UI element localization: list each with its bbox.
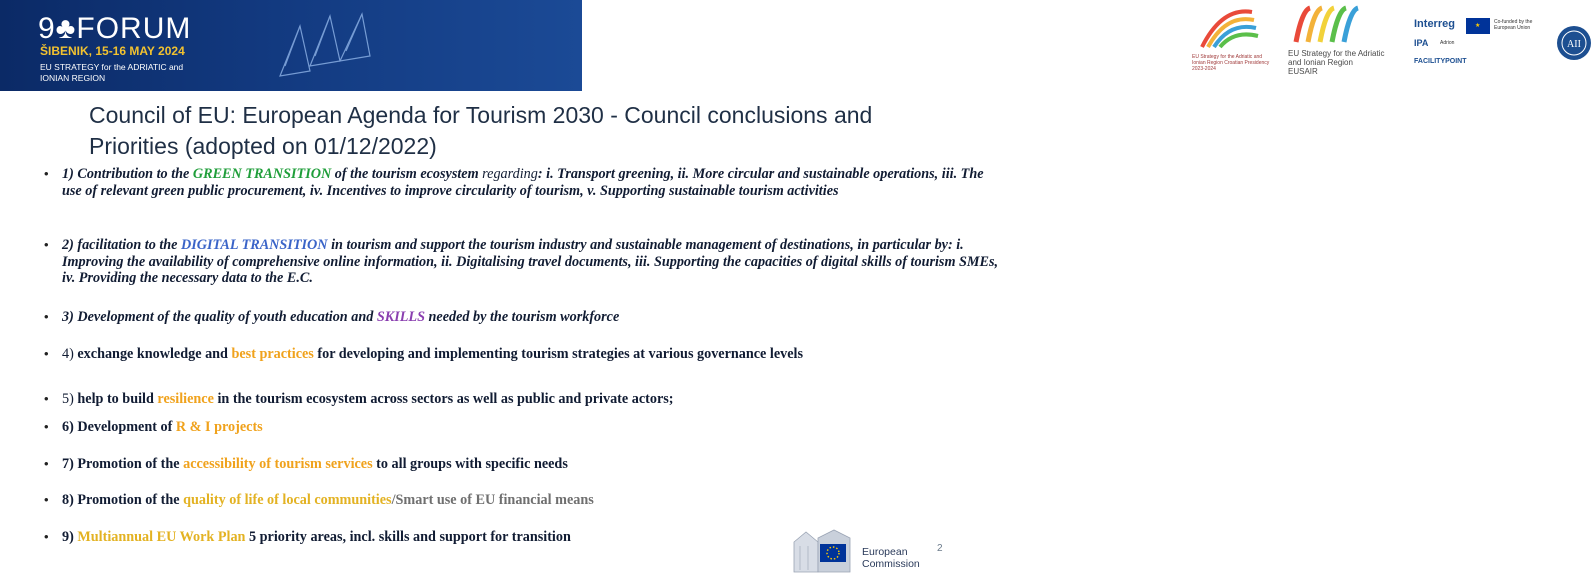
ec-building-icon — [790, 528, 858, 574]
european-commission-logo — [790, 528, 925, 574]
bullet-icon: • — [44, 456, 49, 471]
ec-line-1: European — [862, 546, 908, 558]
bullet-icon: • — [44, 346, 49, 361]
list-item — [44, 492, 1004, 509]
list-item — [44, 391, 1004, 408]
text-run: in the tourism ecosystem across sectors as well as public and private actors; — [213, 391, 674, 407]
highlight-green-transition: GREEN TRANSITION — [192, 166, 332, 182]
cofunded-label: Co-funded by the European Union — [1494, 19, 1533, 31]
page-title: Council of EU: European Agenda for Tourism 2030 - Council conclusions and Priorities (adopted on 01/12/2022) — [89, 102, 873, 159]
bullet-icon: • — [44, 492, 49, 507]
text-run: 5 priority areas, incl. skills and support for transition — [245, 529, 571, 545]
text-run: /Smart use of EU financial means — [391, 492, 594, 508]
item-text — [62, 237, 1004, 287]
interreg-logo — [1414, 18, 1544, 78]
bullet-icon: • — [44, 237, 49, 252]
presidency-caption: EU Strategy for the Adriatic and Ionian Region Croatian Presidency 2023-2024 — [1192, 54, 1270, 72]
eusair-caption — [1288, 49, 1398, 76]
text-run: 5) — [62, 391, 78, 407]
adrion-label: Adrion — [1440, 40, 1455, 46]
text-run: 6) Development of — [62, 419, 176, 435]
text-run: in tourism and support the tourism industry and sustainable management of destinations, in particular by: i. Improving the availability of comprehensive online information, ii. Digitalising travel documents, iii. Supporting the capacities of digital skills of tourism SMEs, iv. Providing the necessary data to the E.C. — [62, 237, 999, 286]
text-run: of the tourism ecosystem — [331, 166, 483, 182]
list-item — [44, 456, 1004, 473]
highlight-digital-transition: DIGITAL TRANSITION — [181, 237, 328, 253]
partner-logos — [582, 0, 1581, 91]
sails-graphic-icon — [270, 6, 450, 86]
forum-title: 9♣FORUM — [38, 12, 192, 45]
eusair-acronym: EUSAIR — [1288, 67, 1318, 76]
list-item — [44, 529, 784, 546]
text-run: 3) Development of the quality of youth education and — [62, 309, 377, 325]
item-text — [62, 166, 1004, 199]
text-run: 7) Promotion of the — [62, 456, 184, 472]
text-run: 4) — [62, 346, 78, 362]
page-number: 2 — [937, 543, 943, 554]
highlight-work-plan: Multiannual EU Work Plan — [77, 529, 246, 545]
text-run: 2) facilitation to the — [62, 237, 182, 253]
eusair-presidency-logo — [1192, 2, 1272, 90]
list-item — [44, 346, 1004, 363]
eu-flag-icon: ★ — [1466, 18, 1490, 34]
forum-location: ŠIBENIK, 15-16 MAY 2024 — [40, 44, 185, 58]
eusair-logo — [1288, 2, 1398, 90]
header-banner — [0, 0, 1581, 91]
text-run: for developing and implementing tourism strategies at various governance levels — [313, 346, 803, 362]
highlight-best-practices: best practices — [231, 346, 314, 362]
text-run: 9) — [62, 529, 78, 545]
presidency-emblem-icon — [1192, 2, 1272, 52]
item-text — [62, 419, 1004, 436]
item-text — [62, 309, 1004, 326]
item-text — [62, 529, 784, 546]
ec-line-2: Commission — [862, 558, 920, 570]
bullet-icon: • — [44, 166, 49, 181]
list-item — [44, 419, 1004, 436]
ec-label — [862, 546, 920, 570]
interreg-label: Interreg — [1414, 18, 1455, 30]
aii-seal-logo — [1555, 24, 1593, 62]
text-run: help to build — [77, 391, 158, 407]
text-run: to all groups with specific needs — [372, 456, 568, 472]
bullet-icon: • — [44, 529, 49, 544]
bullet-icon: • — [44, 309, 49, 324]
facilitypoint-label: FACILITYPOINT — [1414, 58, 1467, 65]
eusair-caption-text: EU Strategy for the Adriatic and Ionian Region — [1288, 49, 1385, 67]
highlight-resilience: resilience — [157, 391, 214, 407]
item-text — [62, 391, 1004, 408]
ipa-label: IPA — [1414, 38, 1429, 48]
highlight-quality-of-life: quality of life of local communities — [183, 492, 392, 508]
bullet-icon: • — [44, 391, 49, 406]
seal-icon — [1555, 24, 1593, 62]
bullet-icon: • — [44, 419, 49, 434]
text-run: : i. Transport greening, ii. More circular and sustainable operations, iii. The use of relevant green public procurement, iv. Incentives to improve circularity of tourism, v. Supporting sustainable tourism activities — [62, 166, 984, 199]
item-text — [62, 456, 1004, 473]
highlight-skills: SKILLS — [376, 309, 425, 325]
text-run: 8) Promotion of the — [62, 492, 184, 508]
text-run: 1) Contribution to the — [62, 166, 193, 182]
text-run: regarding — [482, 166, 538, 182]
list-item — [44, 309, 1004, 326]
text-run: needed by the tourism workforce — [424, 309, 620, 325]
highlight-ri-projects: R & I projects — [175, 419, 263, 435]
item-text — [62, 346, 1004, 363]
eusair-emblem-icon — [1288, 2, 1398, 46]
forum-banner — [0, 0, 582, 91]
forum-subtitle: EU STRATEGY for the ADRIATIC and IONIAN REGION — [40, 62, 184, 83]
list-item — [44, 166, 1004, 199]
text-run: exchange knowledge and — [77, 346, 232, 362]
seal-text: AII — [1567, 39, 1581, 50]
list-item — [44, 237, 1004, 287]
item-text — [62, 492, 1004, 509]
highlight-accessibility: accessibility of tourism services — [183, 456, 373, 472]
